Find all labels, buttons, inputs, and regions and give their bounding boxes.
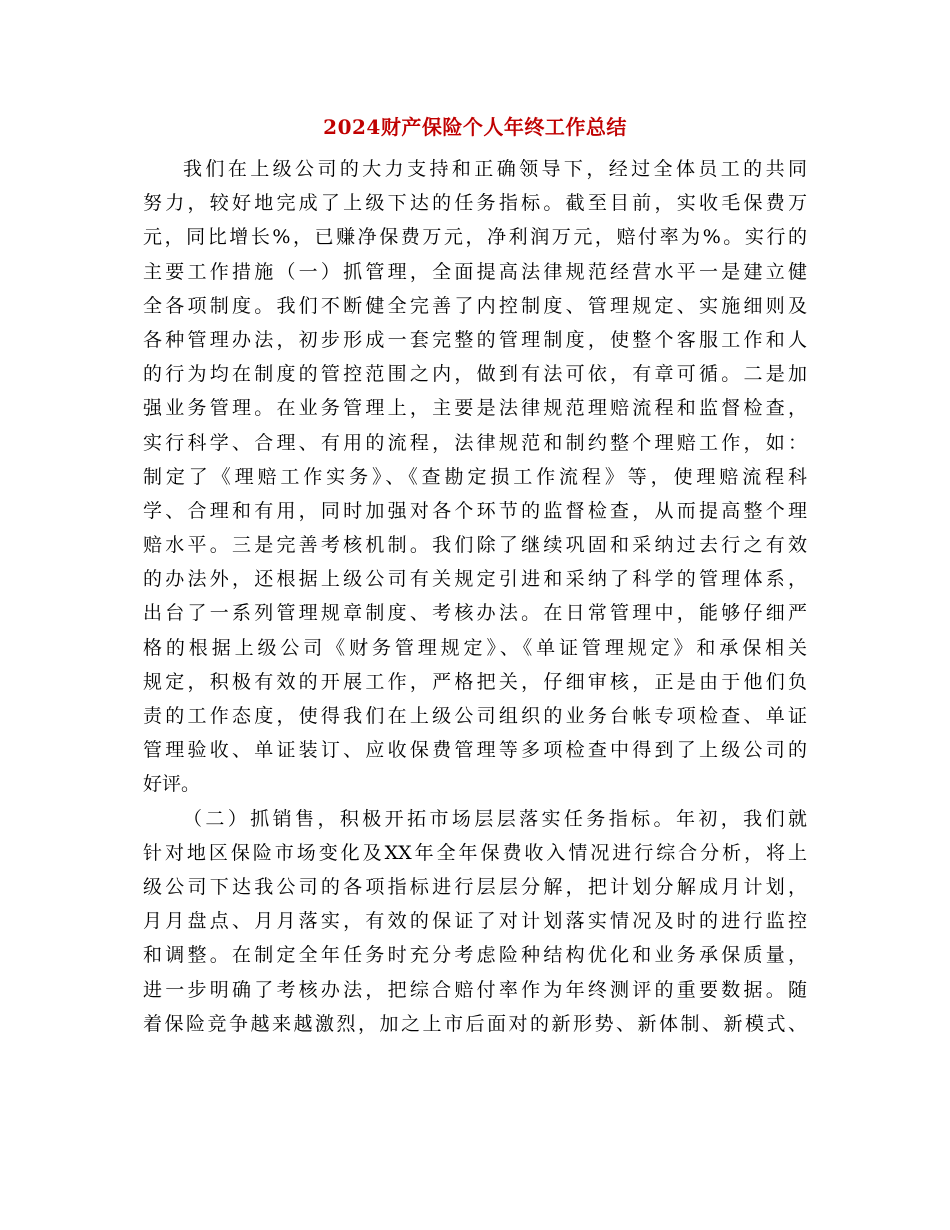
text-line: 强业务管理。在业务管理上，主要是法律规范理赔流程和监督检查，	[143, 397, 807, 420]
document-title: 2024财产保险个人年终工作总结	[323, 115, 627, 139]
text-line: 各种管理办法，初步形成一套完整的管理制度，使整个客服工作和人	[143, 328, 807, 351]
text-line: 全各项制度。我们不断健全完善了内控制度、管理规定、实施细则及	[143, 294, 807, 317]
text-line: 和调整。在制定全年任务时充分考虑险种结构优化和业务承保质量，	[143, 944, 807, 967]
text-line: 管理验收、单证装订、应收保费管理等多项检查中得到了上级公司的	[143, 739, 807, 762]
text-line: 针对地区保险市场变化及XX年全年保费收入情况进行综合分析，将上	[143, 841, 807, 864]
text-line: 级公司下达我公司的各项指标进行层层分解，把计划分解成月计划，	[143, 875, 807, 898]
text-line: 我们在上级公司的大力支持和正确领导下，经过全体员工的共同	[183, 158, 807, 180]
text-line: 赔水平。三是完善考核机制。我们除了继续巩固和采纳过去行之有效	[143, 534, 807, 557]
text-line: （二）抓销售，积极开拓市场层层落实任务指标。年初，我们就	[183, 807, 807, 830]
text-line: 进一步明确了考核办法，把综合赔付率作为年终测评的重要数据。随	[143, 978, 807, 1001]
text-line: 学、合理和有用，同时加强对各个环节的监督检查，从而提高整个理	[143, 499, 807, 522]
document-body	[143, 152, 807, 1041]
text-line: 月月盘点、月月落实，有效的保证了对计划落实情况及时的进行监控	[143, 910, 807, 933]
text-line: 好评。	[143, 773, 201, 796]
text-line: 的行为均在制度的管控范围之内，做到有法可依，有章可循。二是加	[143, 363, 807, 386]
text-line: 元，同比增长%，已赚净保费万元，净利润万元，赔付率为%。实行的	[143, 226, 807, 249]
text-line: 制定了《理赔工作实务》、《查勘定损工作流程》等，使理赔流程科	[143, 465, 807, 488]
text-line: 着保险竞争越来越激烈，加之上市后面对的新形势、新体制、新模式、	[143, 1012, 807, 1035]
text-line: 出台了一系列管理规章制度、考核办法。在日常管理中，能够仔细严	[143, 602, 807, 625]
text-line: 主要工作措施（一）抓管理，全面提高法律规范经营水平一是建立健	[143, 260, 807, 283]
text-line: 努力，较好地完成了上级下达的任务指标。截至目前，实收毛保费万	[143, 192, 807, 215]
text-line: 责的工作态度，使得我们在上级公司组织的业务台帐专项检查、单证	[143, 705, 807, 727]
text-line: 的办法外，还根据上级公司有关规定引进和采纳了科学的管理体系，	[143, 568, 807, 591]
text-line: 规定，积极有效的开展工作，严格把关，仔细审核，正是由于他们负	[143, 670, 807, 693]
text-line: 实行科学、合理、有用的流程，法律规范和制约整个理赔工作，如：	[143, 431, 807, 454]
paragraph-1	[143, 152, 807, 802]
paragraph-2	[143, 802, 807, 1041]
text-line: 格的根据上级公司《财务管理规定》、《单证管理规定》和承保相关	[143, 636, 807, 659]
